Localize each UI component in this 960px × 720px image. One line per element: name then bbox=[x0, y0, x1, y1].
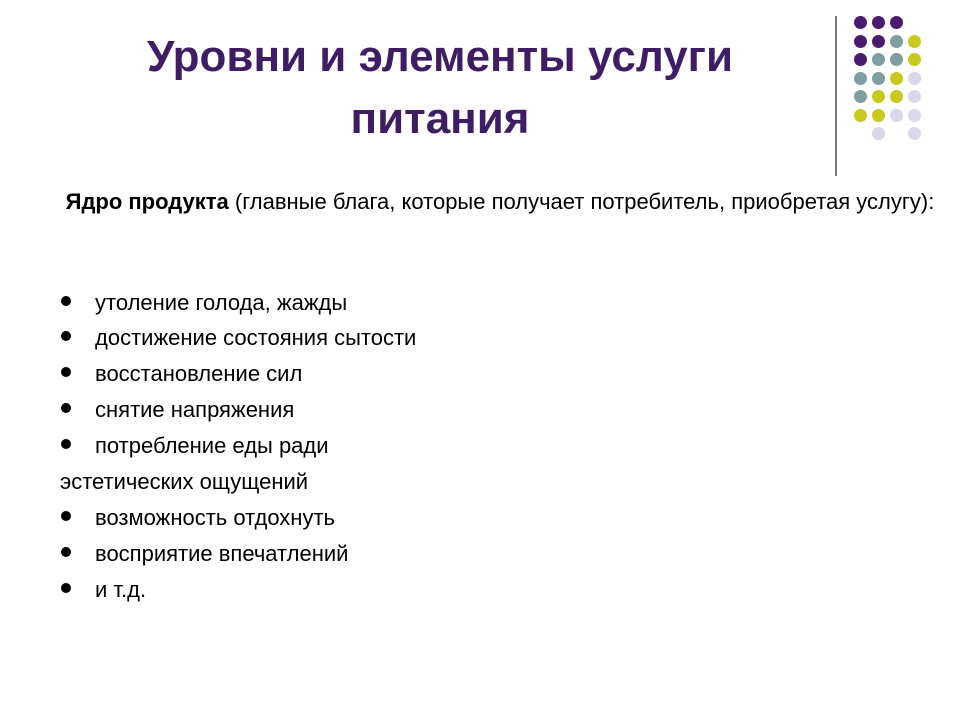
list-item bbox=[60, 359, 302, 389]
list-item-text: и т.д. bbox=[95, 577, 147, 602]
decorative-dot bbox=[908, 35, 921, 48]
list-item bbox=[60, 503, 335, 533]
bullet-icon bbox=[61, 547, 71, 557]
bullet-icon bbox=[61, 583, 71, 593]
decorative-dot bbox=[908, 127, 921, 140]
bullet-icon bbox=[61, 331, 71, 341]
decorative-dot bbox=[854, 72, 867, 85]
intro-bold-label: Ядро продукта bbox=[65, 189, 229, 214]
decorative-dot bbox=[872, 35, 885, 48]
decorative-dot bbox=[908, 72, 921, 85]
decorative-dot bbox=[890, 109, 903, 122]
decorative-dot bbox=[890, 72, 903, 85]
decorative-dot bbox=[872, 90, 885, 103]
list-item bbox=[60, 431, 329, 461]
decorative-dot bbox=[854, 16, 867, 29]
list-item-text: достижение состояния сытости bbox=[95, 325, 417, 350]
decorative-dot bbox=[872, 109, 885, 122]
decorative-dot bbox=[854, 53, 867, 66]
decorative-dot bbox=[890, 16, 903, 29]
decorative-dot bbox=[890, 35, 903, 48]
list-item-text: возможность отдохнуть bbox=[95, 505, 335, 530]
decorative-dot bbox=[890, 90, 903, 103]
list-item bbox=[60, 323, 416, 353]
slide-title: Уровни и элементы услуги питания bbox=[146, 32, 734, 143]
decorative-dot bbox=[908, 90, 921, 103]
list-item-text: восстановление сил bbox=[95, 361, 303, 386]
decorative-dot bbox=[872, 53, 885, 66]
list-item-text: эстетических ощущений bbox=[60, 469, 309, 494]
divider-line bbox=[835, 16, 837, 176]
list-item bbox=[60, 395, 294, 425]
list-item-text: потребление еды ради bbox=[95, 433, 329, 458]
intro-description: (главные блага, которые получает потребитель, приобретая услугу): bbox=[228, 189, 935, 214]
decorative-dot bbox=[872, 127, 885, 140]
list-item-continuation bbox=[60, 467, 308, 497]
decorative-dot bbox=[908, 53, 921, 66]
decorative-dot bbox=[908, 109, 921, 122]
decorative-dot bbox=[854, 109, 867, 122]
list-item bbox=[60, 575, 146, 605]
list-item-text: восприятие впечатлений bbox=[95, 541, 349, 566]
bullet-icon bbox=[61, 403, 71, 413]
bullet-icon bbox=[61, 367, 71, 377]
list-item-text: утоление голода, жажды bbox=[95, 290, 348, 315]
bullet-icon bbox=[61, 296, 71, 306]
decorative-dot-grid bbox=[850, 14, 940, 164]
decorative-dot bbox=[890, 53, 903, 66]
list-item bbox=[60, 288, 347, 318]
decorative-dot bbox=[872, 16, 885, 29]
bullet-icon bbox=[61, 439, 71, 449]
list-item bbox=[60, 539, 348, 569]
bullet-icon bbox=[61, 511, 71, 521]
decorative-dot bbox=[872, 72, 885, 85]
decorative-dot bbox=[854, 90, 867, 103]
decorative-dot bbox=[854, 35, 867, 48]
intro-text bbox=[60, 186, 940, 217]
list-item-text: снятие напряжения bbox=[95, 397, 295, 422]
